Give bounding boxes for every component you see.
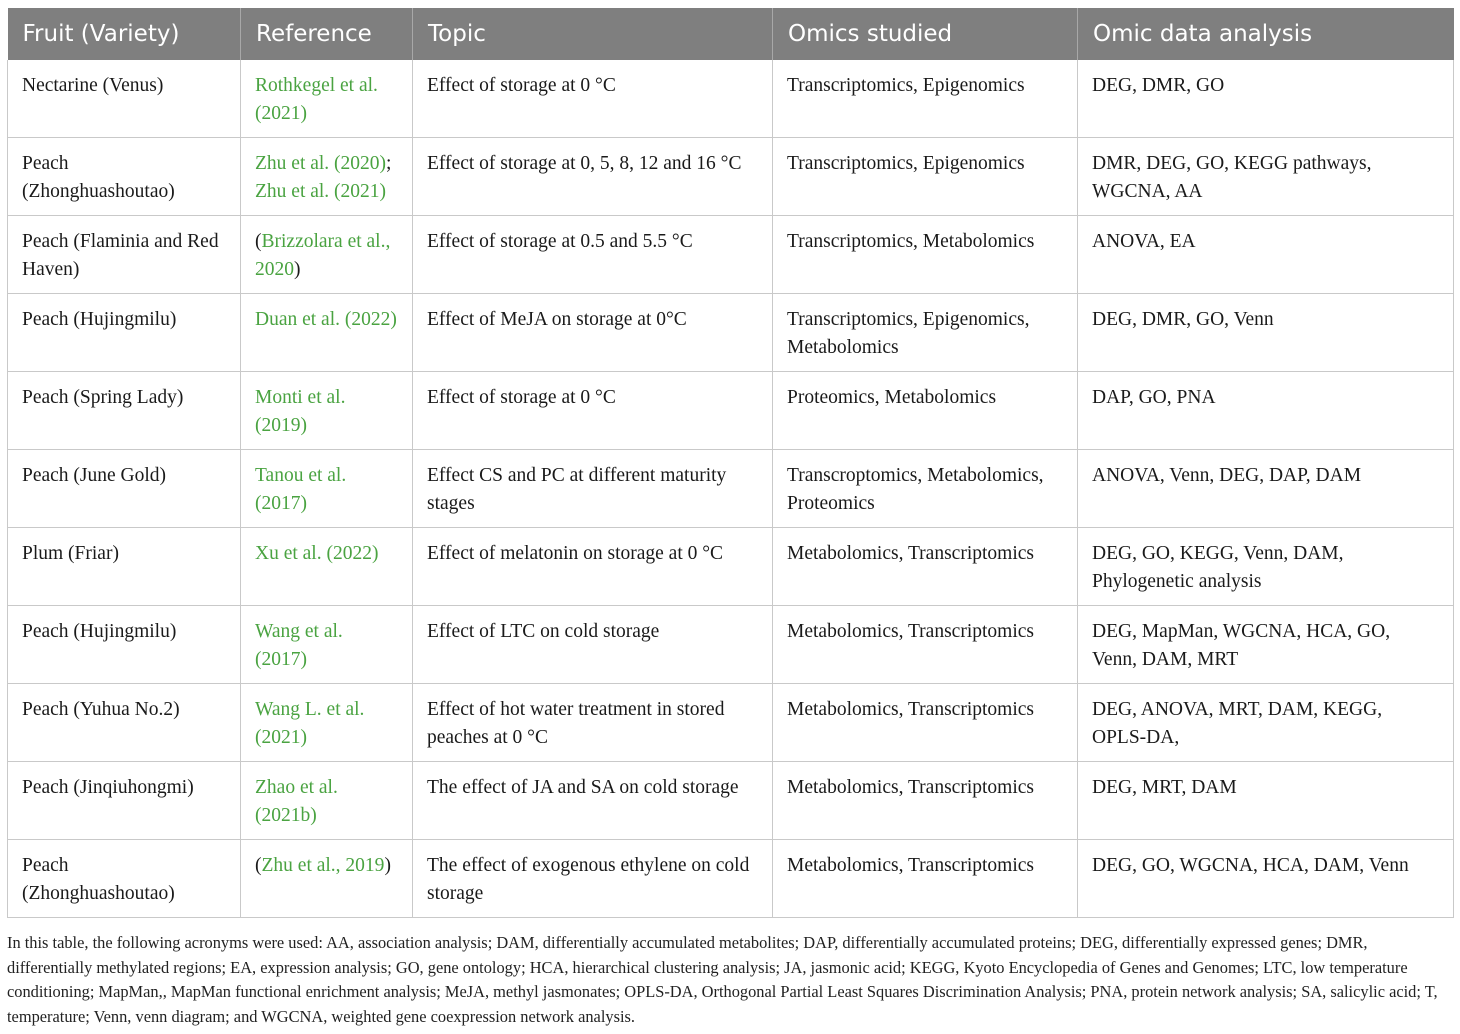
cell-topic: Effect of storage at 0 °C xyxy=(413,372,773,450)
cell-topic: Effect of storage at 0.5 and 5.5 °C xyxy=(413,216,773,294)
cell-topic: Effect CS and PC at different maturity stages xyxy=(413,450,773,528)
cell-omics: Metabolomics, Transcriptomics xyxy=(773,840,1078,918)
cell-omics: Proteomics, Metabolomics xyxy=(773,372,1078,450)
cell-omics: Metabolomics, Transcriptomics xyxy=(773,762,1078,840)
cell-fruit: Peach (Zhonghuashoutao) xyxy=(8,138,241,216)
cell-omics: Metabolomics, Transcriptomics xyxy=(773,684,1078,762)
cell-reference xyxy=(241,372,413,450)
cell-omics: Transcriptomics, Epigenomics xyxy=(773,138,1078,216)
header-omics: Omics studied xyxy=(773,8,1078,60)
reference-link[interactable]: Brizzolara et al., 2020 xyxy=(255,231,391,280)
cell-reference xyxy=(241,216,413,294)
cell-reference xyxy=(241,294,413,372)
cell-analysis: DAP, GO, PNA xyxy=(1078,372,1454,450)
cell-reference xyxy=(241,138,413,216)
table-row xyxy=(8,138,1454,216)
cell-analysis: DEG, ANOVA, MRT, DAM, KEGG, OPLS-DA, xyxy=(1078,684,1454,762)
cell-omics: Metabolomics, Transcriptomics xyxy=(773,528,1078,606)
table-footnote: In this table, the following acronyms were used: AA, association analysis; DAM, differentially accumulated metabolites; DAP, differentially accumulated proteins; DEG, differentially expressed genes; DMR, differentially methylated regions; EA, expression analysis; GO, gene ontology; HCA, hierarchical clustering analysis; JA, jasmonic acid; KEGG, Kyoto Encyclopedia of Genes and Genomes; LTC, low temperature conditioning; MapMan,, MapMan functional enrichment analysis; MeJA, methyl jasmonates; OPLS-DA, Orthogonal Partial Least Squares Discrimination Analysis; PNA, protein network analysis; SA, salicylic acid; T, temperature; Venn, venn diagram; and WGCNA, weighted gene coexpression network analysis. xyxy=(7,933,1438,1026)
cell-analysis: DEG, DMR, GO xyxy=(1078,60,1454,138)
reference-link[interactable]: Wang L. et al. (2021) xyxy=(255,699,365,748)
cell-analysis: DMR, DEG, GO, KEGG pathways, WGCNA, AA xyxy=(1078,138,1454,216)
cell-reference xyxy=(241,840,413,918)
table-row xyxy=(8,606,1454,684)
cell-reference xyxy=(241,684,413,762)
table-row xyxy=(8,684,1454,762)
table-row xyxy=(8,372,1454,450)
cell-analysis: DEG, GO, WGCNA, HCA, DAM, Venn xyxy=(1078,840,1454,918)
table-header-row xyxy=(8,8,1454,60)
cell-fruit: Nectarine (Venus) xyxy=(8,60,241,138)
table-row xyxy=(8,450,1454,528)
table-row xyxy=(8,216,1454,294)
omics-table xyxy=(7,8,1454,918)
cell-topic: The effect of JA and SA on cold storage xyxy=(413,762,773,840)
cell-fruit: Peach (Zhonghuashoutao) xyxy=(8,840,241,918)
reference-link[interactable]: Monti et al. (2019) xyxy=(255,387,346,436)
cell-fruit: Peach (June Gold) xyxy=(8,450,241,528)
cell-topic: Effect of storage at 0 °C xyxy=(413,60,773,138)
reference-link[interactable]: Rothkegel et al. (2021) xyxy=(255,75,378,124)
header-topic: Topic xyxy=(413,8,773,60)
cell-fruit: Peach (Hujingmilu) xyxy=(8,606,241,684)
cell-topic: Effect of LTC on cold storage xyxy=(413,606,773,684)
cell-analysis: ANOVA, EA xyxy=(1078,216,1454,294)
header-reference: Reference xyxy=(241,8,413,60)
cell-analysis: DEG, GO, KEGG, Venn, DAM, Phylogenetic analysis xyxy=(1078,528,1454,606)
reference-link[interactable]: Zhu et al. (2020) xyxy=(255,153,387,174)
cell-omics: Transcroptomics, Metabolomics, Proteomics xyxy=(773,450,1078,528)
cell-fruit: Peach (Flaminia and Red Haven) xyxy=(8,216,241,294)
cell-topic: Effect of melatonin on storage at 0 °C xyxy=(413,528,773,606)
cell-reference xyxy=(241,606,413,684)
reference-separator: ; xyxy=(386,153,392,174)
cell-topic: The effect of exogenous ethylene on cold storage xyxy=(413,840,773,918)
table-row xyxy=(8,528,1454,606)
cell-fruit: Peach (Jinqiuhongmi) xyxy=(8,762,241,840)
reference-open-paren: ( xyxy=(255,231,262,252)
cell-fruit: Plum (Friar) xyxy=(8,528,241,606)
cell-omics: Transcriptomics, Epigenomics xyxy=(773,60,1078,138)
cell-omics: Transcriptomics, Epigenomics, Metabolomics xyxy=(773,294,1078,372)
reference-open-paren: ( xyxy=(255,855,262,876)
reference-link[interactable]: Xu et al. (2022) xyxy=(255,543,379,564)
cell-topic: Effect of MeJA on storage at 0°C xyxy=(413,294,773,372)
reference-link[interactable]: Duan et al. (2022) xyxy=(255,309,397,330)
cell-reference xyxy=(241,528,413,606)
cell-analysis: DEG, DMR, GO, Venn xyxy=(1078,294,1454,372)
cell-topic: Effect of hot water treatment in stored peaches at 0 °C xyxy=(413,684,773,762)
cell-omics: Metabolomics, Transcriptomics xyxy=(773,606,1078,684)
cell-topic: Effect of storage at 0, 5, 8, 12 and 16 °C xyxy=(413,138,773,216)
cell-analysis: ANOVA, Venn, DEG, DAP, DAM xyxy=(1078,450,1454,528)
reference-link[interactable]: Zhao et al. (2021b) xyxy=(255,777,338,826)
reference-link[interactable]: Zhu et al., 2019 xyxy=(261,855,385,876)
table-row xyxy=(8,60,1454,138)
reference-link[interactable]: Wang et al. (2017) xyxy=(255,621,343,670)
cell-reference xyxy=(241,762,413,840)
cell-fruit: Peach (Spring Lady) xyxy=(8,372,241,450)
header-fruit: Fruit (Variety) xyxy=(8,8,241,60)
cell-fruit: Peach (Hujingmilu) xyxy=(8,294,241,372)
reference-link[interactable]: Zhu et al. (2021) xyxy=(255,180,387,202)
header-analysis: Omic data analysis xyxy=(1078,8,1454,60)
reference-close-paren: ) xyxy=(384,855,391,876)
cell-reference xyxy=(241,450,413,528)
reference-link[interactable]: Tanou et al. (2017) xyxy=(255,465,347,514)
cell-analysis: DEG, MapMan, WGCNA, HCA, GO, Venn, DAM, MRT xyxy=(1078,606,1454,684)
table-row xyxy=(8,840,1454,918)
cell-reference xyxy=(241,60,413,138)
omics-table-container xyxy=(7,8,1453,918)
table-row xyxy=(8,762,1454,840)
reference-close-paren: ) xyxy=(294,258,301,280)
table-row xyxy=(8,294,1454,372)
cell-fruit: Peach (Yuhua No.2) xyxy=(8,684,241,762)
cell-analysis: DEG, MRT, DAM xyxy=(1078,762,1454,840)
cell-omics: Transcriptomics, Metabolomics xyxy=(773,216,1078,294)
